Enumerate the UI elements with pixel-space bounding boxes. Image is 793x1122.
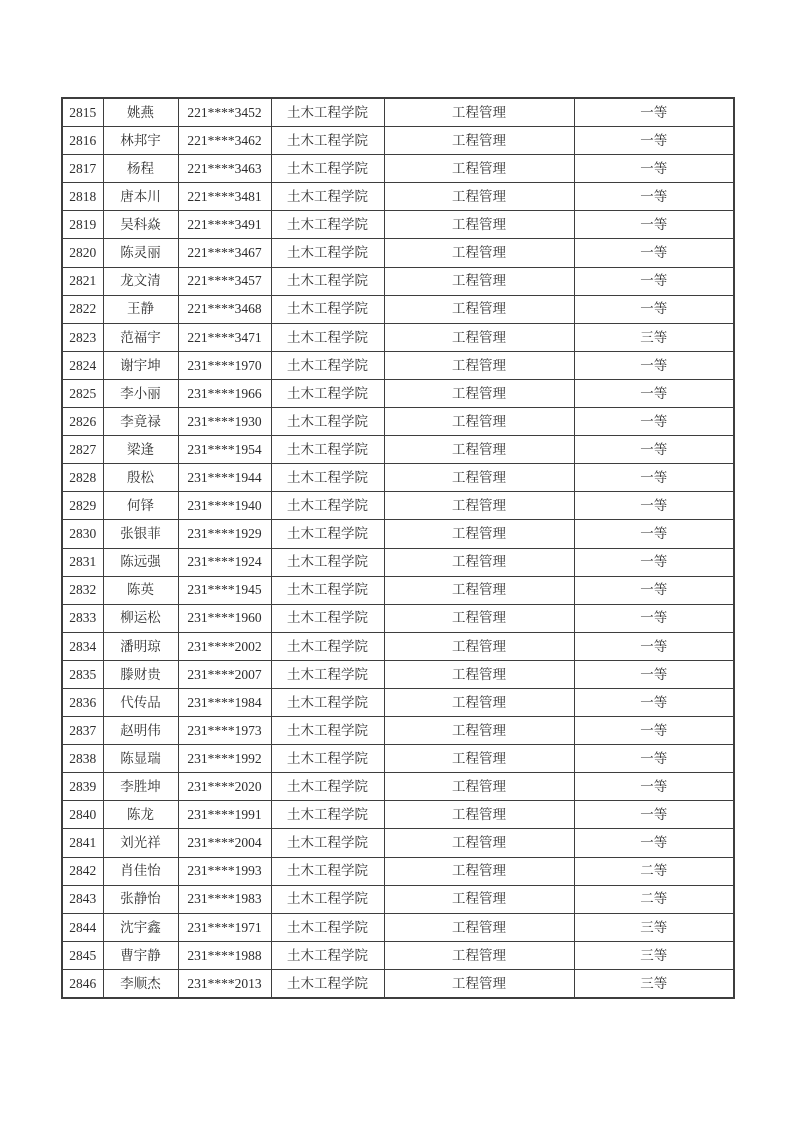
name-cell: 潘明琼: [103, 632, 178, 660]
award-cell: 一等: [574, 351, 734, 379]
name-cell: 杨程: [103, 155, 178, 183]
major-cell: 工程管理: [384, 436, 574, 464]
award-cell: 一等: [574, 155, 734, 183]
major-cell: 工程管理: [384, 829, 574, 857]
college-cell: 土木工程学院: [271, 969, 384, 998]
serial-cell: 2831: [62, 548, 103, 576]
student-id-cell: 221****3468: [178, 295, 271, 323]
college-cell: 土木工程学院: [271, 857, 384, 885]
name-cell: 梁逢: [103, 436, 178, 464]
award-cell: 一等: [574, 295, 734, 323]
serial-cell: 2826: [62, 408, 103, 436]
name-cell: 张静怡: [103, 885, 178, 913]
award-table-body: [62, 98, 734, 998]
table-row: [62, 351, 734, 379]
major-cell: 工程管理: [384, 857, 574, 885]
major-cell: 工程管理: [384, 323, 574, 351]
name-cell: 何铎: [103, 492, 178, 520]
table-row: [62, 211, 734, 239]
student-id-cell: 231****1930: [178, 408, 271, 436]
student-id-cell: 231****1973: [178, 717, 271, 745]
table-row: [62, 183, 734, 211]
major-cell: 工程管理: [384, 183, 574, 211]
serial-cell: 2818: [62, 183, 103, 211]
name-cell: 张银菲: [103, 520, 178, 548]
table-row: [62, 857, 734, 885]
student-id-cell: 231****1971: [178, 913, 271, 941]
serial-cell: 2824: [62, 351, 103, 379]
college-cell: 土木工程学院: [271, 464, 384, 492]
major-cell: 工程管理: [384, 464, 574, 492]
table-row: [62, 632, 734, 660]
student-id-cell: 221****3463: [178, 155, 271, 183]
major-cell: 工程管理: [384, 351, 574, 379]
major-cell: 工程管理: [384, 660, 574, 688]
serial-cell: 2823: [62, 323, 103, 351]
award-cell: 一等: [574, 632, 734, 660]
name-cell: 沈宇鑫: [103, 913, 178, 941]
student-id-cell: 221****3491: [178, 211, 271, 239]
name-cell: 曹宇静: [103, 941, 178, 969]
student-id-cell: 221****3471: [178, 323, 271, 351]
serial-cell: 2843: [62, 885, 103, 913]
major-cell: 工程管理: [384, 548, 574, 576]
award-cell: 一等: [574, 267, 734, 295]
major-cell: 工程管理: [384, 941, 574, 969]
college-cell: 土木工程学院: [271, 660, 384, 688]
serial-cell: 2834: [62, 632, 103, 660]
name-cell: 陈灵丽: [103, 239, 178, 267]
award-cell: 一等: [574, 548, 734, 576]
major-cell: 工程管理: [384, 155, 574, 183]
student-id-cell: 221****3481: [178, 183, 271, 211]
college-cell: 土木工程学院: [271, 211, 384, 239]
table-row: [62, 941, 734, 969]
name-cell: 陈显瑞: [103, 745, 178, 773]
college-cell: 土木工程学院: [271, 773, 384, 801]
name-cell: 姚燕: [103, 98, 178, 127]
table-row: [62, 576, 734, 604]
award-cell: 一等: [574, 436, 734, 464]
college-cell: 土木工程学院: [271, 323, 384, 351]
college-cell: 土木工程学院: [271, 520, 384, 548]
serial-cell: 2829: [62, 492, 103, 520]
student-id-cell: 221****3462: [178, 127, 271, 155]
award-cell: 一等: [574, 660, 734, 688]
serial-cell: 2830: [62, 520, 103, 548]
table-row: [62, 127, 734, 155]
table-row: [62, 660, 734, 688]
table-row: [62, 717, 734, 745]
table-row: [62, 464, 734, 492]
college-cell: 土木工程学院: [271, 183, 384, 211]
award-cell: 三等: [574, 913, 734, 941]
name-cell: 柳运松: [103, 604, 178, 632]
award-cell: 三等: [574, 941, 734, 969]
table-row: [62, 492, 734, 520]
table-row: [62, 829, 734, 857]
award-cell: 一等: [574, 379, 734, 407]
award-cell: 一等: [574, 127, 734, 155]
college-cell: 土木工程学院: [271, 436, 384, 464]
serial-cell: 2815: [62, 98, 103, 127]
award-cell: 一等: [574, 717, 734, 745]
student-id-cell: 231****1929: [178, 520, 271, 548]
award-table: [61, 97, 735, 999]
table-row: [62, 604, 734, 632]
college-cell: 土木工程学院: [271, 885, 384, 913]
college-cell: 土木工程学院: [271, 913, 384, 941]
major-cell: 工程管理: [384, 211, 574, 239]
serial-cell: 2845: [62, 941, 103, 969]
major-cell: 工程管理: [384, 295, 574, 323]
serial-cell: 2836: [62, 688, 103, 716]
name-cell: 肖佳怡: [103, 857, 178, 885]
name-cell: 吴科焱: [103, 211, 178, 239]
award-cell: 一等: [574, 745, 734, 773]
name-cell: 林邦宇: [103, 127, 178, 155]
table-row: [62, 969, 734, 998]
award-cell: 一等: [574, 604, 734, 632]
table-row: [62, 885, 734, 913]
student-id-cell: 231****2002: [178, 632, 271, 660]
college-cell: 土木工程学院: [271, 239, 384, 267]
major-cell: 工程管理: [384, 632, 574, 660]
award-cell: 一等: [574, 773, 734, 801]
major-cell: 工程管理: [384, 408, 574, 436]
college-cell: 土木工程学院: [271, 576, 384, 604]
name-cell: 龙文清: [103, 267, 178, 295]
college-cell: 土木工程学院: [271, 408, 384, 436]
award-cell: 二等: [574, 885, 734, 913]
serial-cell: 2840: [62, 801, 103, 829]
college-cell: 土木工程学院: [271, 604, 384, 632]
serial-cell: 2833: [62, 604, 103, 632]
award-cell: 三等: [574, 969, 734, 998]
name-cell: 滕财贵: [103, 660, 178, 688]
major-cell: 工程管理: [384, 520, 574, 548]
table-row: [62, 323, 734, 351]
name-cell: 李胜坤: [103, 773, 178, 801]
award-cell: 一等: [574, 520, 734, 548]
student-id-cell: 231****1988: [178, 941, 271, 969]
serial-cell: 2821: [62, 267, 103, 295]
student-id-cell: 231****1970: [178, 351, 271, 379]
college-cell: 土木工程学院: [271, 717, 384, 745]
name-cell: 谢宇坤: [103, 351, 178, 379]
serial-cell: 2838: [62, 745, 103, 773]
major-cell: 工程管理: [384, 379, 574, 407]
table-row: [62, 773, 734, 801]
student-id-cell: 231****1991: [178, 801, 271, 829]
table-row: [62, 239, 734, 267]
serial-cell: 2822: [62, 295, 103, 323]
award-cell: 一等: [574, 408, 734, 436]
table-row: [62, 98, 734, 127]
student-id-cell: 231****1940: [178, 492, 271, 520]
award-cell: 一等: [574, 211, 734, 239]
college-cell: 土木工程学院: [271, 379, 384, 407]
college-cell: 土木工程学院: [271, 688, 384, 716]
serial-cell: 2817: [62, 155, 103, 183]
major-cell: 工程管理: [384, 604, 574, 632]
serial-cell: 2835: [62, 660, 103, 688]
table-row: [62, 408, 734, 436]
serial-cell: 2842: [62, 857, 103, 885]
table-row: [62, 155, 734, 183]
student-id-cell: 231****1945: [178, 576, 271, 604]
college-cell: 土木工程学院: [271, 127, 384, 155]
student-id-cell: 221****3457: [178, 267, 271, 295]
table-row: [62, 801, 734, 829]
major-cell: 工程管理: [384, 745, 574, 773]
award-cell: 一等: [574, 688, 734, 716]
major-cell: 工程管理: [384, 267, 574, 295]
table-row: [62, 379, 734, 407]
name-cell: 陈龙: [103, 801, 178, 829]
award-cell: 一等: [574, 183, 734, 211]
table-row: [62, 267, 734, 295]
major-cell: 工程管理: [384, 885, 574, 913]
award-cell: 一等: [574, 239, 734, 267]
serial-cell: 2820: [62, 239, 103, 267]
college-cell: 土木工程学院: [271, 295, 384, 323]
name-cell: 王静: [103, 295, 178, 323]
student-id-cell: 231****1984: [178, 688, 271, 716]
college-cell: 土木工程学院: [271, 492, 384, 520]
table-row: [62, 436, 734, 464]
award-cell: 一等: [574, 98, 734, 127]
student-id-cell: 231****1983: [178, 885, 271, 913]
major-cell: 工程管理: [384, 492, 574, 520]
student-id-cell: 221****3467: [178, 239, 271, 267]
college-cell: 土木工程学院: [271, 941, 384, 969]
table-row: [62, 913, 734, 941]
name-cell: 李顺杰: [103, 969, 178, 998]
major-cell: 工程管理: [384, 773, 574, 801]
serial-cell: 2816: [62, 127, 103, 155]
college-cell: 土木工程学院: [271, 745, 384, 773]
college-cell: 土木工程学院: [271, 98, 384, 127]
college-cell: 土木工程学院: [271, 801, 384, 829]
table-row: [62, 745, 734, 773]
serial-cell: 2828: [62, 464, 103, 492]
award-cell: 一等: [574, 801, 734, 829]
student-id-cell: 231****2020: [178, 773, 271, 801]
serial-cell: 2839: [62, 773, 103, 801]
award-cell: 二等: [574, 857, 734, 885]
name-cell: 陈英: [103, 576, 178, 604]
student-id-cell: 221****3452: [178, 98, 271, 127]
serial-cell: 2844: [62, 913, 103, 941]
major-cell: 工程管理: [384, 127, 574, 155]
serial-cell: 2832: [62, 576, 103, 604]
serial-cell: 2837: [62, 717, 103, 745]
name-cell: 李竟禄: [103, 408, 178, 436]
award-cell: 一等: [574, 829, 734, 857]
table-row: [62, 295, 734, 323]
serial-cell: 2825: [62, 379, 103, 407]
serial-cell: 2827: [62, 436, 103, 464]
student-id-cell: 231****1954: [178, 436, 271, 464]
table-row: [62, 548, 734, 576]
award-cell: 一等: [574, 492, 734, 520]
major-cell: 工程管理: [384, 688, 574, 716]
award-cell: 一等: [574, 464, 734, 492]
college-cell: 土木工程学院: [271, 548, 384, 576]
name-cell: 代传品: [103, 688, 178, 716]
name-cell: 李小丽: [103, 379, 178, 407]
table-row: [62, 688, 734, 716]
major-cell: 工程管理: [384, 913, 574, 941]
name-cell: 刘光祥: [103, 829, 178, 857]
major-cell: 工程管理: [384, 969, 574, 998]
name-cell: 范福宇: [103, 323, 178, 351]
student-id-cell: 231****2007: [178, 660, 271, 688]
major-cell: 工程管理: [384, 98, 574, 127]
college-cell: 土木工程学院: [271, 632, 384, 660]
serial-cell: 2846: [62, 969, 103, 998]
award-cell: 一等: [574, 576, 734, 604]
student-id-cell: 231****1924: [178, 548, 271, 576]
serial-cell: 2819: [62, 211, 103, 239]
student-id-cell: 231****1944: [178, 464, 271, 492]
name-cell: 唐本川: [103, 183, 178, 211]
student-id-cell: 231****1993: [178, 857, 271, 885]
major-cell: 工程管理: [384, 801, 574, 829]
table-row: [62, 520, 734, 548]
name-cell: 赵明伟: [103, 717, 178, 745]
major-cell: 工程管理: [384, 239, 574, 267]
student-id-cell: 231****2004: [178, 829, 271, 857]
college-cell: 土木工程学院: [271, 267, 384, 295]
serial-cell: 2841: [62, 829, 103, 857]
college-cell: 土木工程学院: [271, 829, 384, 857]
college-cell: 土木工程学院: [271, 351, 384, 379]
name-cell: 陈远强: [103, 548, 178, 576]
major-cell: 工程管理: [384, 576, 574, 604]
name-cell: 殷松: [103, 464, 178, 492]
college-cell: 土木工程学院: [271, 155, 384, 183]
major-cell: 工程管理: [384, 717, 574, 745]
award-cell: 三等: [574, 323, 734, 351]
student-id-cell: 231****1960: [178, 604, 271, 632]
student-id-cell: 231****1992: [178, 745, 271, 773]
student-id-cell: 231****1966: [178, 379, 271, 407]
student-id-cell: 231****2013: [178, 969, 271, 998]
